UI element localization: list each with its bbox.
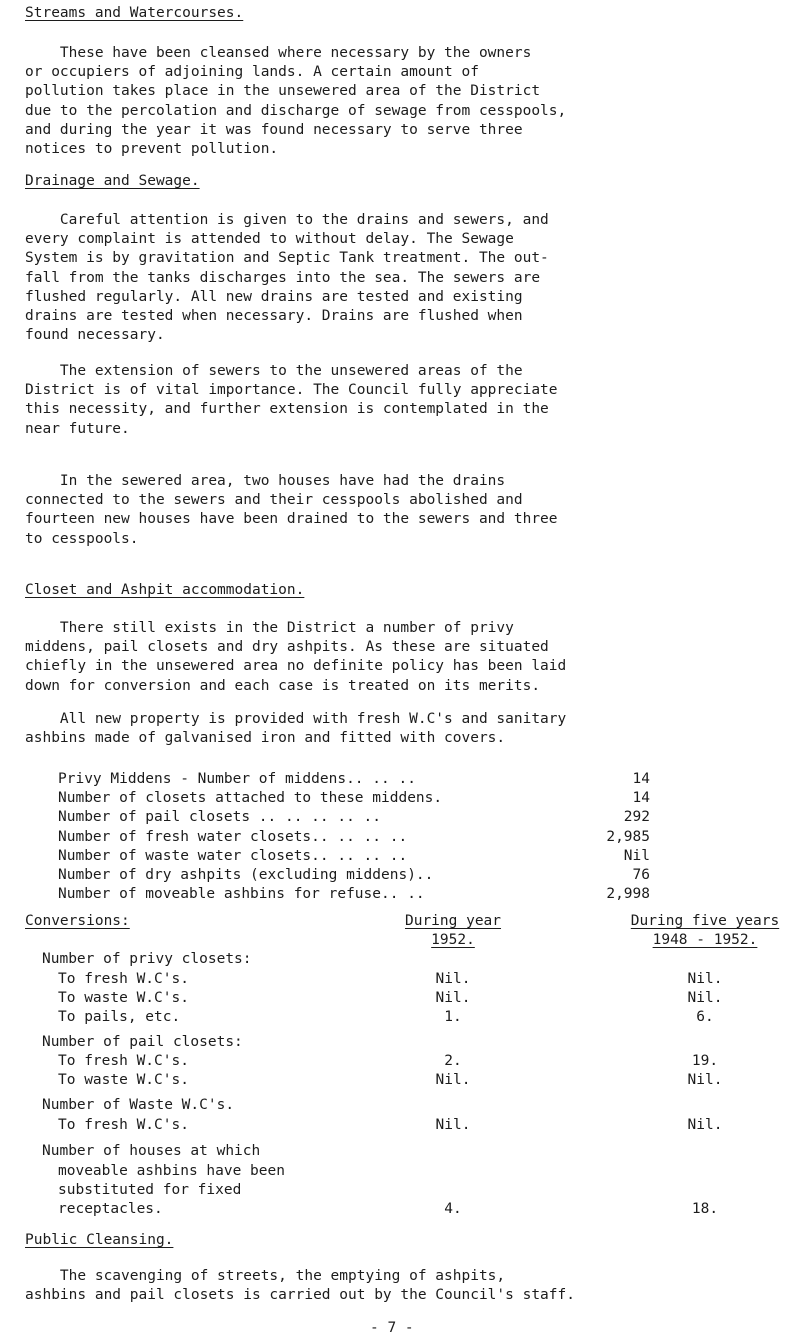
heading-streams: Streams and Watercourses. bbox=[25, 5, 244, 21]
count-value: 292 bbox=[623, 809, 650, 826]
count-label: Number of pail closets .. .. .. .. .. bbox=[58, 809, 382, 826]
cell-five-years: Nil. bbox=[687, 970, 723, 987]
count-row bbox=[58, 770, 416, 789]
row-label: To fresh W.C's. bbox=[58, 1053, 189, 1070]
count-label: Number of moveable ashbins for refuse.. .. bbox=[58, 886, 425, 903]
count-value: Nil bbox=[623, 847, 650, 864]
col-subheader-year: 1952. bbox=[431, 932, 475, 949]
cell-year: Nil. bbox=[435, 1116, 471, 1133]
count-value: 14 bbox=[632, 790, 650, 807]
count-row bbox=[58, 789, 442, 808]
row-label: To fresh W.C's. bbox=[58, 1116, 189, 1133]
paragraph-drainage-1: Careful attention is given to the drains and sewers, and every complaint is attended to without delay. The Sewage System is by gravitation and Septic Tank treatment. The out- fall from the tanks discharges into the sea. The sewers are flushed regularly. All new drains are tested and existing drains are tested when necessary. Drains are flushed when found necessary. bbox=[25, 212, 549, 344]
count-label: Number of fresh water closets.. .. .. .. bbox=[58, 828, 408, 845]
group-title: Number of privy closets: bbox=[42, 951, 252, 968]
heading-public-cleansing: Public Cleansing. bbox=[25, 1231, 174, 1248]
cell-five-years: 18. bbox=[691, 1201, 719, 1217]
count-label: Number of dry ashpits (excluding middens).. bbox=[58, 867, 434, 883]
conversions-label: Conversions: bbox=[25, 913, 130, 929]
count-label: Number of closets attached to these middens. bbox=[58, 790, 443, 807]
count-row bbox=[58, 866, 433, 885]
paragraph-closet-2: All new property is provided with fresh W.C's and sanitary ashbins made of galvanised iron and fitted with covers. bbox=[25, 711, 567, 747]
cell-five-years: Nil. bbox=[687, 1116, 723, 1133]
cell-five-years: Nil. bbox=[687, 989, 723, 1006]
cell-year: Nil. bbox=[435, 970, 471, 987]
col-subheader-five-years: 1948 - 1952. bbox=[652, 932, 758, 949]
row-label: To waste W.C's. bbox=[58, 1072, 189, 1089]
ashbins-label-line: moveable ashbins have been bbox=[58, 1162, 285, 1179]
row-label: To fresh W.C's. bbox=[58, 970, 189, 987]
count-label: Number of waste water closets.. .. .. .. bbox=[58, 847, 408, 864]
paragraph-drainage-3: In the sewered area, two houses have had the drains connected to the sewers and their cesspools abolished and fourteen new houses have been drained to the sewers and three to cesspools. bbox=[25, 473, 558, 547]
cell-year: 4. bbox=[444, 1201, 462, 1217]
count-row bbox=[58, 808, 381, 827]
count-value: 76 bbox=[632, 867, 650, 883]
count-value: 2,998 bbox=[606, 886, 650, 903]
paragraph-streams: These have been cleansed where necessary by the owners or occupiers of adjoining lands. A certain amount of pollution takes place in the unsewered area of the District due to the percolation and discharge of sewage from cesspools, and during the year it was found necessary to serve three notices to prevent pollution. bbox=[25, 45, 567, 158]
ashbins-label-line: Number of houses at which bbox=[42, 1143, 261, 1160]
count-row bbox=[58, 847, 407, 866]
col-header-year: During year bbox=[404, 913, 502, 929]
col-header-five-years: During five years bbox=[630, 913, 780, 929]
cell-five-years: 19. bbox=[691, 1053, 719, 1070]
paragraph-public-cleansing: The scavenging of streets, the emptying of ashpits, ashbins and pail closets is carried out by the Council's staff. bbox=[25, 1268, 575, 1304]
cell-five-years: 6. bbox=[696, 1009, 714, 1025]
count-label: Privy Middens - Number of middens.. .. .. bbox=[58, 771, 416, 787]
cell-year: Nil. bbox=[435, 989, 471, 1006]
paragraph-closet-1: There still exists in the District a number of privy middens, pail closets and dry ashpits. As these are situated chiefly in the unsewered area no definite policy has been laid down for conversion and each case is treated on its merits. bbox=[25, 620, 567, 694]
ashbins-label-line: receptacles. bbox=[58, 1201, 163, 1217]
paragraph-drainage-2: The extension of sewers to the unsewered areas of the District is of vital importance. The Council fully appreciate this necessity, and further extension is contemplated in the near future. bbox=[25, 363, 558, 437]
cell-five-years: Nil. bbox=[687, 1072, 723, 1089]
heading-drainage: Drainage and Sewage. bbox=[25, 173, 200, 189]
group-title: Number of Waste W.C's. bbox=[42, 1097, 235, 1114]
count-value: 2,985 bbox=[606, 828, 650, 845]
cell-year: 1. bbox=[444, 1009, 462, 1025]
group-title: Number of pail closets: bbox=[42, 1033, 243, 1050]
heading-closet: Closet and Ashpit accommodation. bbox=[25, 582, 305, 598]
row-label: To pails, etc. bbox=[58, 1009, 181, 1025]
count-row bbox=[58, 828, 407, 847]
count-row bbox=[58, 885, 425, 904]
ashbins-label-line: substituted for fixed bbox=[58, 1181, 242, 1198]
page-number: - 7 - bbox=[370, 1320, 414, 1337]
cell-year: 2. bbox=[444, 1053, 462, 1070]
count-value: 14 bbox=[632, 771, 650, 787]
row-label: To waste W.C's. bbox=[58, 989, 189, 1006]
cell-year: Nil. bbox=[435, 1072, 471, 1089]
